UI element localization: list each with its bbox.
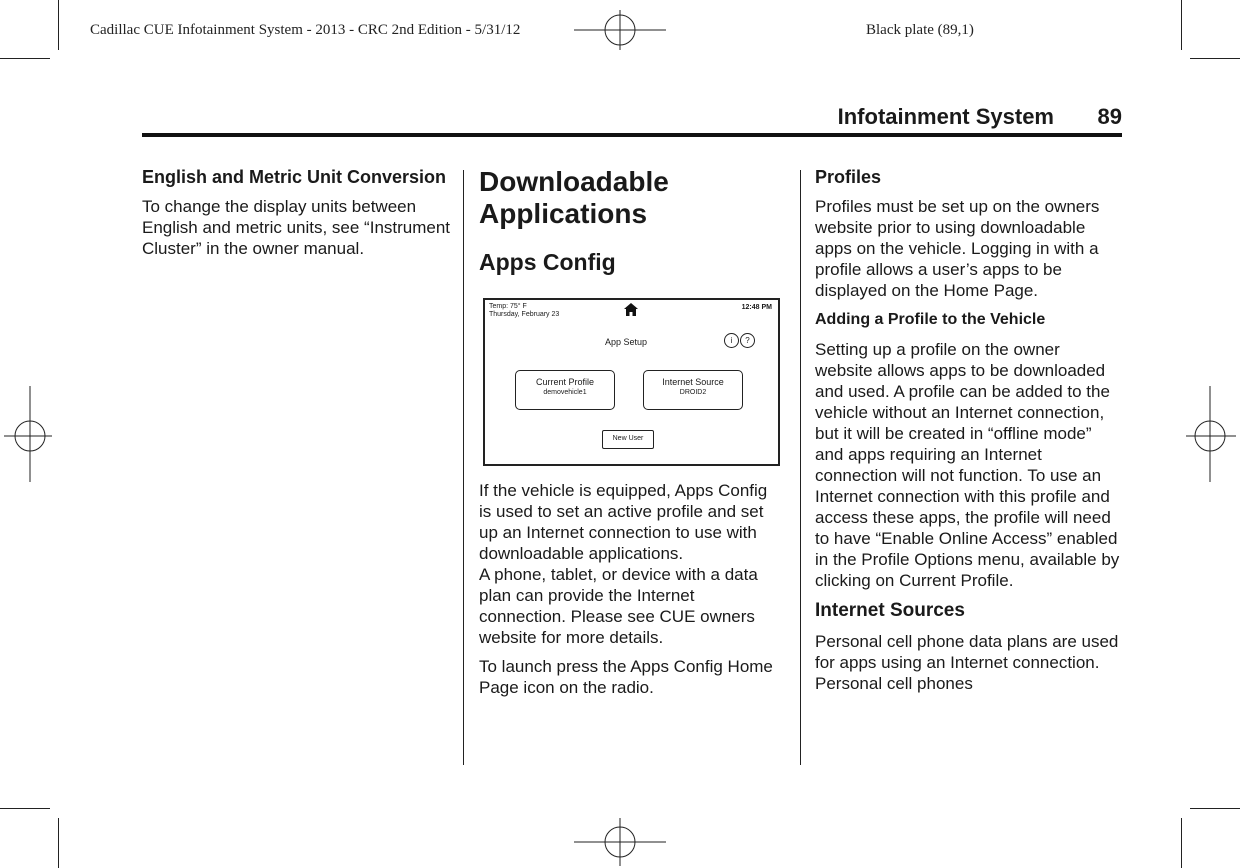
plate-info-right: Black plate (89,1)	[866, 22, 974, 38]
internet-source-value: DROID2	[679, 389, 707, 396]
internet-source-label: Internet Source	[662, 377, 724, 387]
page-title: Downloadable Applications	[479, 166, 669, 229]
apps-config-para-1: If the vehicle is equipped, Apps Config is used to set an active profile and set up an Internet connection to use with downloadable applications.	[479, 481, 768, 563]
crop-mark-br-h	[1190, 808, 1240, 809]
adding-profile-text: Setting up a profile on the owner website allows apps to be downloaded and used. A profile can be added to the vehicle without an Internet connection, but it will be created in “offline mode” and apps requiring an Internet connection will not function. To use an Internet connection with this profile and access these apps, the profile will need to have “Enable Online Access” enabled in the Profile Options menu, available by clicking on Current Profile.	[815, 340, 1120, 590]
current-profile-value: demovehicle1	[543, 389, 587, 396]
info-icon[interactable]: i	[724, 333, 739, 348]
column-divider-2	[800, 170, 801, 765]
registration-mark-top-icon	[574, 10, 666, 50]
registration-mark-right-icon	[1186, 386, 1240, 482]
current-profile-label: Current Profile	[535, 377, 595, 387]
crop-mark-tl-h	[0, 58, 50, 59]
registration-mark-bottom-icon	[574, 818, 666, 866]
crop-mark-tl-v	[58, 0, 59, 50]
running-head	[142, 104, 1122, 134]
home-icon[interactable]	[624, 303, 638, 316]
app-setup-title: App Setup	[605, 337, 648, 347]
crop-mark-br-v	[1181, 818, 1182, 868]
help-icon[interactable]: ?	[740, 333, 755, 348]
crop-mark-bl-h	[0, 808, 50, 809]
new-user-button[interactable]: New User	[602, 430, 654, 449]
apps-config-heading: Apps Config	[479, 249, 616, 275]
column-2	[479, 166, 784, 706]
screen-temperature: Temp: 75° F	[489, 303, 527, 310]
crop-mark-bl-v	[58, 818, 59, 868]
adding-profile-heading: Adding a Profile to the Vehicle	[815, 311, 1046, 328]
column-1	[142, 166, 454, 267]
current-profile-button[interactable]	[515, 370, 615, 410]
page-number: 89	[1097, 104, 1122, 129]
profiles-heading: Profiles	[815, 167, 882, 187]
section-title: Infotainment System	[837, 104, 1054, 129]
apps-config-para-2: A phone, tablet, or device with a data plan can provide the Internet connection. Please see CUE owners website for more details.	[479, 565, 758, 647]
profiles-text: Profiles must be set up on the owners website prior to using downloadable apps on the vehicle. Logging in with a profile allows a user’s apps to be displayed on the Home Page.	[815, 197, 1100, 300]
registration-mark-left-icon	[0, 386, 52, 482]
internet-source-button[interactable]	[643, 370, 743, 410]
unit-conversion-text: To change the display units between English and metric units, see “Instrument Cluster” in the owner manual.	[142, 197, 451, 258]
screen-clock: 12:48 PM	[741, 304, 772, 311]
crop-mark-tr-v	[1181, 0, 1182, 50]
apps-config-para-3: To launch press the Apps Config Home Page icon on the radio.	[479, 657, 773, 697]
unit-conversion-heading: English and Metric Unit Conversion	[142, 167, 447, 187]
column-divider-1	[463, 170, 464, 765]
app-setup-screen-figure	[483, 298, 780, 466]
column-3	[815, 166, 1121, 702]
internet-sources-text: Personal cell phone data plans are used for apps using an Internet connection. Personal cell phones	[815, 632, 1119, 693]
plate-info-left: Cadillac CUE Infotainment System - 2013 - CRC 2nd Edition - 5/31/12	[90, 22, 521, 38]
screen-date: Thursday, February 23	[489, 311, 560, 318]
crop-mark-tr-h	[1190, 58, 1240, 59]
internet-sources-heading: Internet Sources	[815, 600, 965, 621]
header-rule	[142, 133, 1122, 137]
